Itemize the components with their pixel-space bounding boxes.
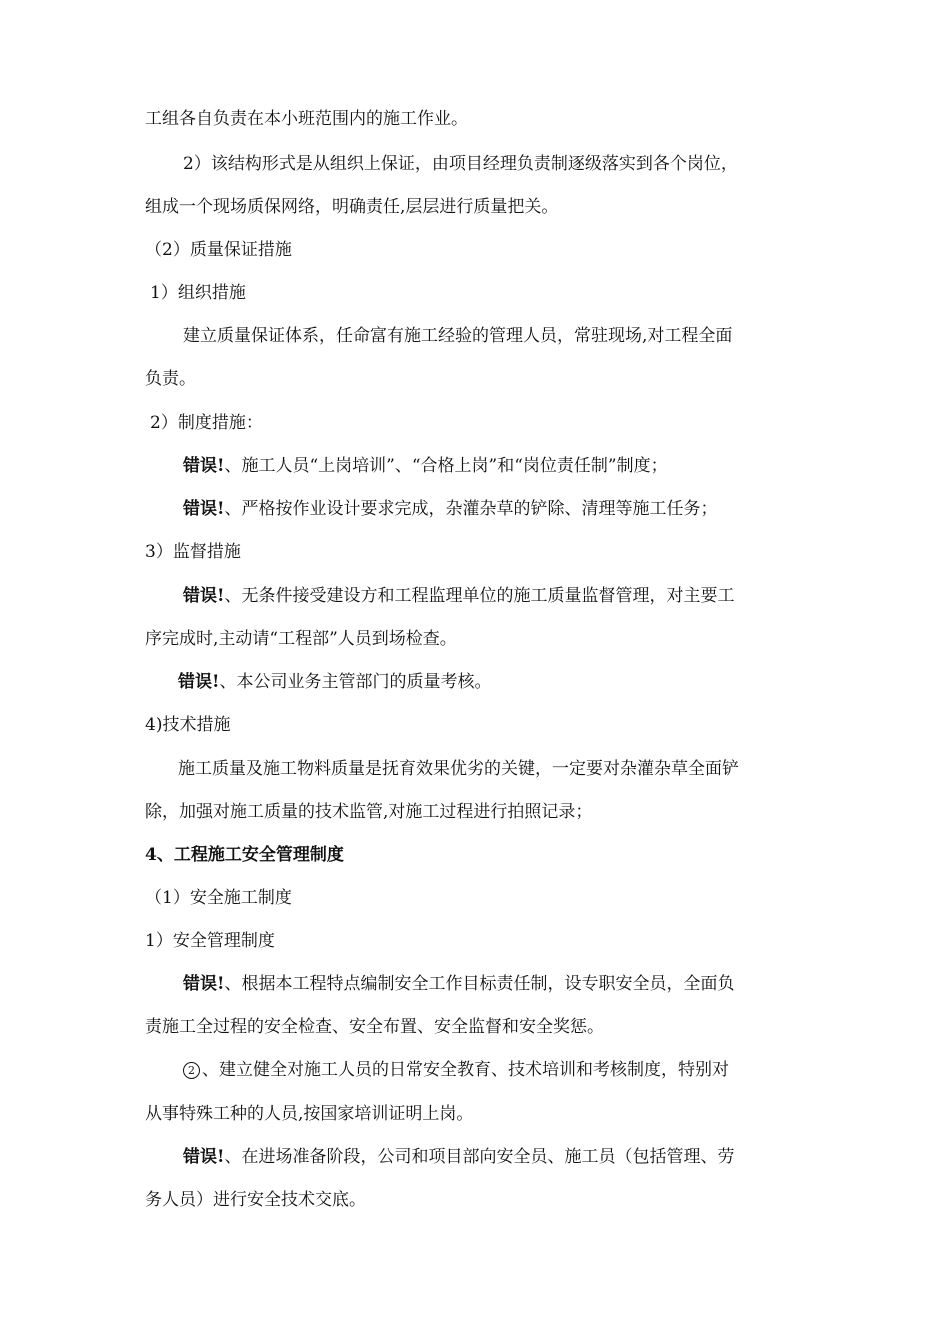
paragraph-line [178,758,739,780]
line-text: 责施工全过程的安全检查、安全布置、安全监督和安全奖惩。 [145,1017,604,1037]
line-text: 1）安全管理制度 [145,931,275,951]
line-text: 、在进场准备阶段，公司和项目部向安全员、施工员（包括管理、劳 [224,1147,735,1167]
subsection-heading [145,714,230,736]
line-text: 、无条件接受建设方和工程监理单位的施工质量监督管理，对主要工 [224,586,735,606]
line-text: 施工质量及施工物料质量是抚育效果优劣的关键，一定要对杂灌杂草全面铲 [178,759,739,779]
section-heading [145,887,292,909]
line-text: 序完成时,主动请“工程部”人员到场检查。 [145,629,457,649]
line-text: 从事特殊工种的人员,按国家培训证明上岗。 [145,1104,474,1124]
error-label: 错误! [183,499,225,519]
line-text: 3）监督措施 [145,542,241,562]
paragraph-line [145,801,592,823]
line-text: （1）安全施工制度 [145,888,292,908]
line-text: 、建立健全对施工人员的日常安全教育、技术培训和考核制度，特别对 [202,1060,729,1080]
line-text: 组成一个现场质保网络，明确责任,层层进行质量把关。 [145,197,559,217]
paragraph-line [145,196,558,218]
line-text: 负责。 [145,369,196,389]
line-text: 2）制度措施： [150,413,263,433]
paragraph-line [145,628,457,650]
list-item [183,455,668,477]
paragraph-line [145,108,468,130]
list-item [183,585,734,607]
line-text: 建立质量保证体系，任命富有施工经验的管理人员，常驻现场,对工程全面 [183,326,733,346]
line-text: 除，加强对施工质量的技术监管,对施工过程进行拍照记录； [145,802,593,822]
chapter-heading [145,844,344,866]
paragraph-line [145,1016,604,1038]
subsection-heading [145,930,275,952]
error-label: 错误! [183,1147,225,1167]
line-text: 4)技术措施 [145,715,231,735]
error-label: 错误! [178,672,220,692]
paragraph-line [183,153,738,175]
section-heading [145,239,292,261]
error-label: 错误! [183,456,225,476]
subsection-heading [150,282,246,304]
line-text: 4、工程施工安全管理制度 [145,845,344,865]
paragraph-line [145,1189,366,1211]
list-item [183,1146,734,1168]
error-label: 错误! [183,586,225,606]
line-text: 2）该结构形式是从组织上保证，由项目经理负责制逐级落实到各个岗位， [183,154,738,174]
line-text: 1）组织措施 [150,283,246,303]
subsection-heading [145,541,241,563]
line-text: 、本公司业务主管部门的质量考核。 [219,672,492,692]
circled-number-marker: 2 [183,1062,200,1079]
line-text: 、严格按作业设计要求完成，杂灌杂草的铲除、清理等施工任务； [224,499,718,519]
paragraph-line [145,1103,473,1125]
list-item [178,671,491,693]
line-text: 务人员）进行安全技术交底。 [145,1190,366,1210]
error-label: 错误! [183,974,225,994]
line-text: 工组各自负责在本小班范围内的施工作业。 [145,109,468,129]
list-item [183,498,717,520]
list-item [183,973,734,995]
line-text: 、施工人员“上岗培训”、“合格上岗”和“岗位责任制”制度； [224,456,668,476]
list-item [183,1059,729,1081]
paragraph-line [183,325,732,347]
line-text: 、根据本工程特点编制安全工作目标责任制，设专职安全员，全面负 [224,974,735,994]
line-text: （2）质量保证措施 [145,240,292,260]
subsection-heading [150,412,263,434]
paragraph-line [145,368,196,390]
